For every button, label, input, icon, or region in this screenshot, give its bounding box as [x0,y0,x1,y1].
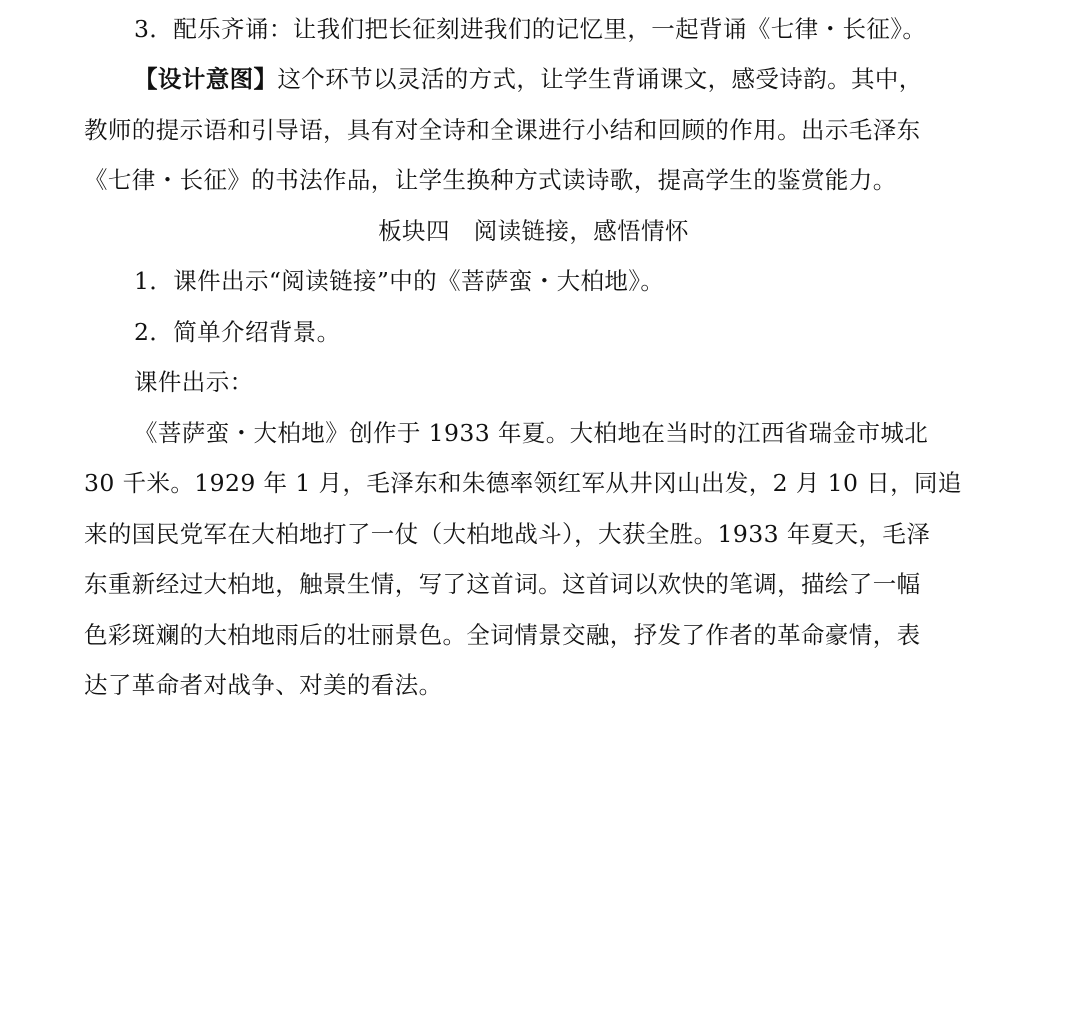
item-1-text: 1．课件出示“阅读链接”中的《菩萨蛮・大柏地》。 [134,267,665,295]
background-line-3: 来的国民党军在大柏地打了一仗（大柏地战斗），大获全胜。1933 年夏天，毛泽 [84,520,931,548]
design-intent-text-1: 这个环节以灵活的方式，让学生背诵课文，感受诗韵。其中， [277,65,923,93]
section-heading: 板块四 阅读链接，感悟情怀 [378,217,689,245]
background-line-5: 色彩斑斓的大柏地雨后的壮丽景色。全词情景交融，抒发了作者的革命豪情，表 [84,621,921,649]
background-line-6: 达了革命者对战争、对美的看法。 [84,671,443,699]
step-3-text: 3．配乐齐诵：让我们把长征刻进我们的记忆里，一起背诵《七律・长征》。 [134,15,927,43]
design-intent-line-2: 教师的提示语和引导语，具有对全诗和全课进行小结和回顾的作用。出示毛泽东 [84,116,921,144]
design-intent-line-3: 《七律・长征》的书法作品，让学生换种方式读诗歌，提高学生的鉴赏能力。 [84,166,897,194]
background-line-4: 东重新经过大柏地，触景生情，写了这首词。这首词以欢快的笔调，描绘了一幅 [84,570,921,598]
design-intent-line-1 [134,64,1034,94]
courseware-label: 课件出示： [134,368,254,396]
background-line-2: 30 千米。1929 年 1 月，毛泽东和朱德率领红军从井冈山出发，2 月 10 日，同追 [84,469,962,497]
background-line-1: 《菩萨蛮・大柏地》创作于 1933 年夏。大柏地在当时的江西省瑞金市城北 [134,419,929,447]
design-intent-label: 【设计意图】 [134,65,278,93]
item-2-text: 2．简单介绍背景。 [134,318,341,346]
